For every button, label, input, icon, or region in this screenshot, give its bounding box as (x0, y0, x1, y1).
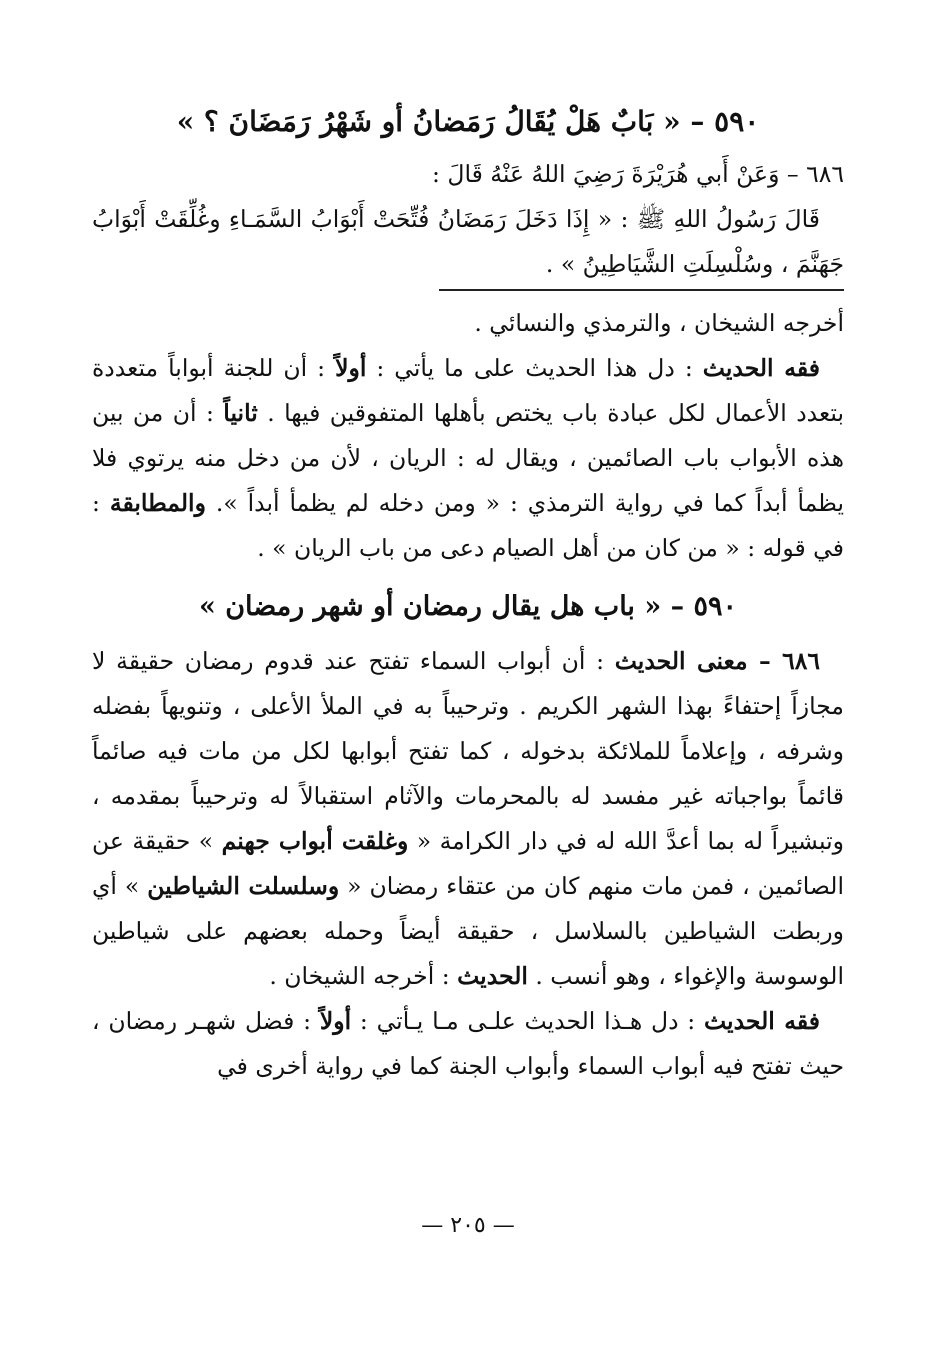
commentary-heading: ٥٩٠ – « باب هل يقال رمضان أو شهر رمضان » (198, 591, 738, 622)
fiqh-paragraph (92, 346, 844, 571)
first-point-label: أولاً (335, 354, 367, 382)
commentary-text: » أي وربطت الشياطين بالسلاسل ، حقيقة أيضاً وحمله بعضهم على شياطين الوسوسة والإغواء ، وهو أنسب . (92, 872, 844, 990)
footnote-divider (439, 289, 844, 291)
mutabaqa-label: والمطابقة (109, 489, 206, 517)
fiqh-text: : أن من بين هذه الأبواب باب الصائمين ، ويقال له : الريان ، لأن من دخل منه يرتوي فلا يظمأ أبداً كما في رواية الترمذي : « ومن دخله لم يظمأ أبداً ». (92, 399, 845, 517)
quoted-phrase: وغلقت أبواب جهنم (221, 827, 409, 855)
fiqh-text: : دل هـذا الحديث علـى مـا يـأتي : (351, 1007, 704, 1035)
quoted-phrase: وسلسلت الشياطين (147, 872, 340, 900)
chapter-heading: ٥٩٠ – « بَابٌ هَلْ يُقَالُ رَمَضانُ أو شَهْرُ رَمَضَانَ ؟ » (176, 105, 760, 138)
second-point-label: ثانياً (223, 399, 258, 427)
hadith-meaning-label: ٦٨٦ – معنى الحديث (614, 647, 820, 675)
commentary-text: : أخرجه الشيخان . (269, 962, 458, 990)
fiqh-text: : في قوله : « من كان من أهل الصيام دعى من باب الريان » . (92, 489, 844, 562)
fiqh-text: : فضل شهـر رمضان ، حيث تفتح فيه أبواب السماء وأبواب الجنة كما في رواية أخرى في (92, 1007, 844, 1080)
fiqh-text: : دل هذا الحديث على ما يأتي : (366, 354, 703, 382)
fiqh-paragraph-2 (92, 999, 844, 1089)
takhrij-text: أخرجه الشيخان ، والترمذي والنسائي . (474, 309, 844, 337)
hadith-text: قَالَ رَسُولُ اللهِ ﷺ : « إِذَا دَخَلَ رَمَضَانُ فُتِّحَتْ أَبْوَابُ السَّمَـاءِ وغُلِّقَتْ أَبْوَابُ جَهَنَّمَ ، وسُلْسِلَتِ الشَّيَاطِينُ » . (92, 205, 844, 278)
commentary-paragraph (92, 639, 844, 999)
fiqh-label: فقه الحديث (702, 354, 821, 382)
fiqh-text: : أن للجنة أبواباً متعددة بتعدد الأعمال لكل عبادة باب يختص بأهلها المتفوقين فيها . (92, 354, 844, 427)
hadith-label: الحديث (457, 962, 528, 990)
fiqh-label: فقه الحديث (703, 1007, 820, 1035)
commentary-text: : أن أبواب السماء تفتح عند قدوم رمضان حقيقة لا مجازاً إحتفاءً بهذا الشهر الكريم . وترحيباً به في الملأ الأعلى ، وتنويهاً بفضله وشرفه ، وإعلاماً للملائكة بدخوله ، كما تفتح أبوابها لكل من مات فيه صائماً قائماً بواجباته غير مفسد له بالمحرمات والآثام استقبالاً له وترحيباً بمقدمه ، وتبشيراً له بما أعدَّ الله له في دار الكرامة « (92, 647, 844, 855)
commentary-text: » حقيقة عن الصائمين ، فمن مات منهم كان من عتقاء رمضان « (92, 827, 844, 900)
hadith-intro: ٦٨٦ – وَعَنْ أَبي هُرَيْرَةَ رَضِيَ اللهُ عَنْهُ قَالَ : (431, 160, 844, 188)
page-number: — ٢٠٥ — (421, 1213, 515, 1238)
first-point-label: أولاً (319, 1007, 352, 1035)
